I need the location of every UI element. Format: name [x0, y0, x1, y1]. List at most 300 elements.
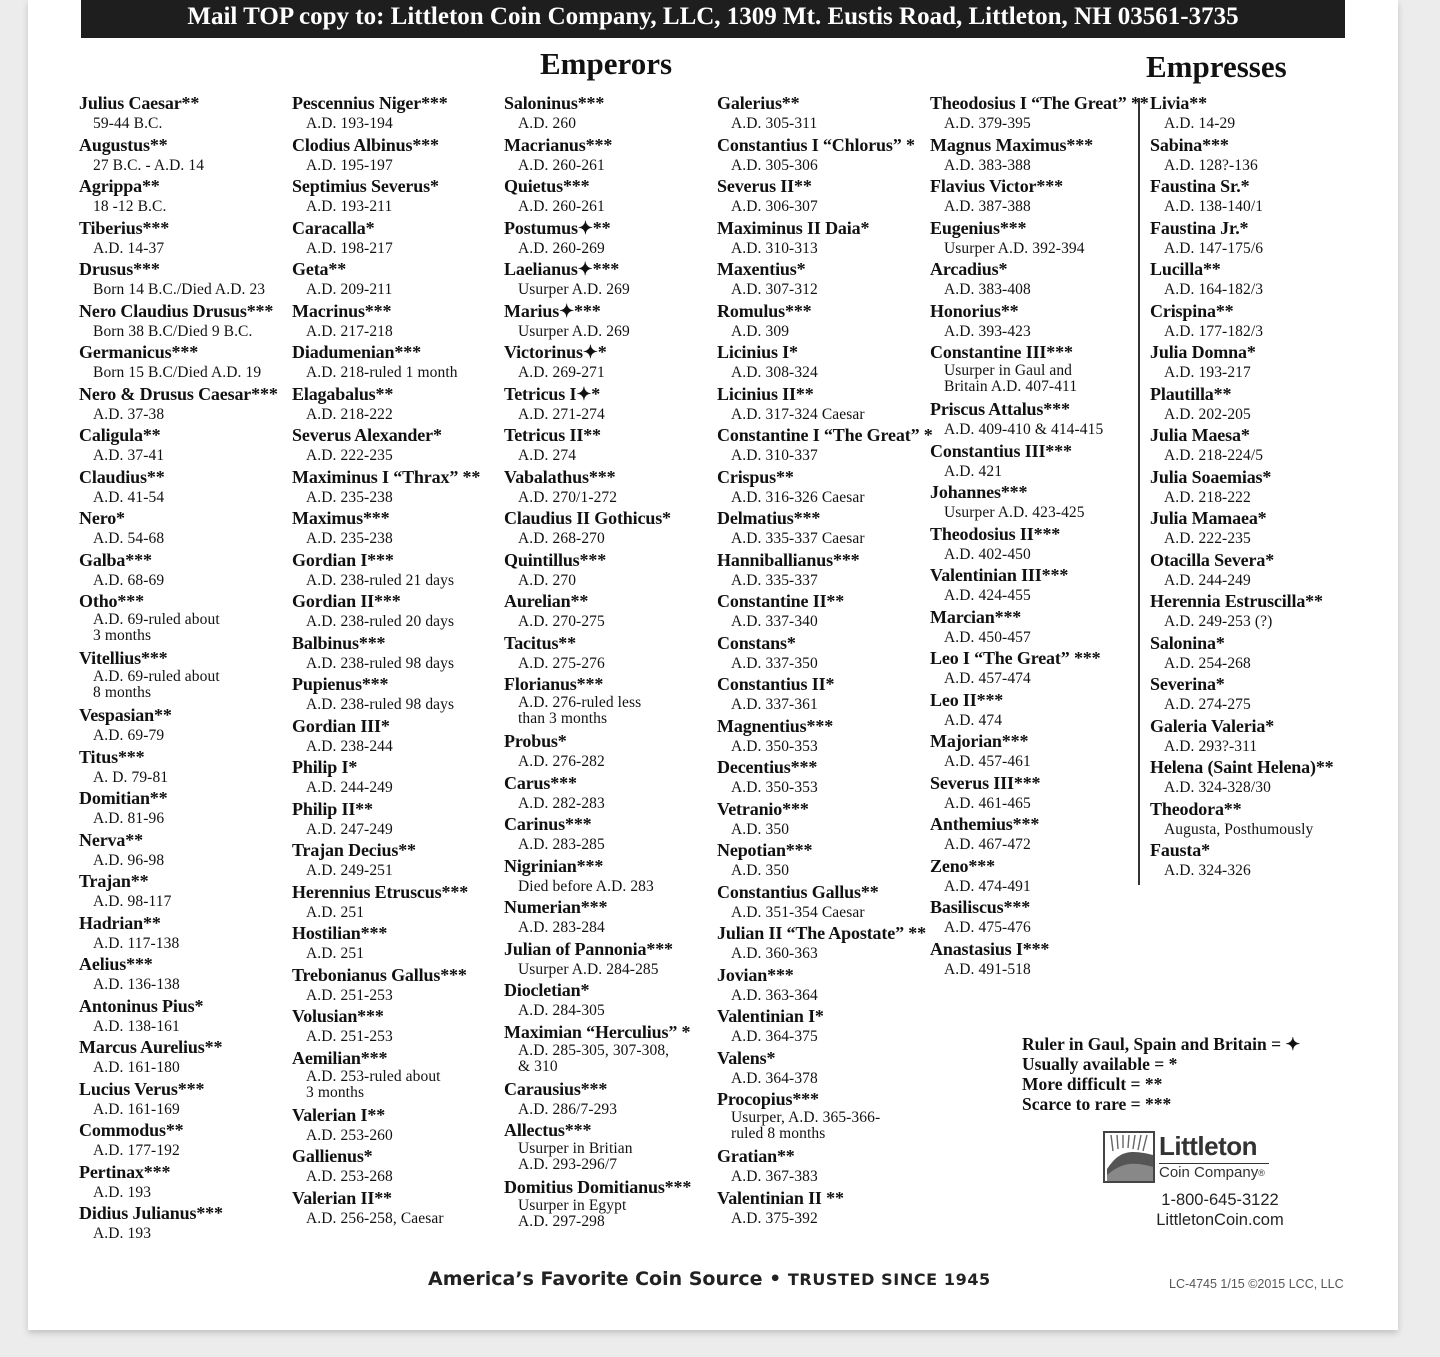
ruler-name: Constans*: [717, 632, 796, 653]
emperor-entry: [79, 342, 278, 384]
ruler-dates: A.D. 98-117: [93, 893, 172, 910]
ruler-name: Volusian***: [292, 1006, 384, 1026]
ruler-dates: A.D. 457-461: [944, 753, 1031, 770]
ruler-name: Nepotian***: [717, 840, 813, 860]
emperor-entry: [717, 674, 933, 716]
ruler-dates: A.D. 387-388: [944, 198, 1031, 215]
ruler-name: Tetricus II**: [504, 425, 601, 445]
ruler-dates: A.D. 350: [731, 820, 790, 838]
emperor-entry: [717, 342, 933, 384]
emperor-entry: [292, 1105, 480, 1147]
empress-entry: [1150, 508, 1334, 550]
ruler-dates: A.D. 367-383: [731, 1168, 818, 1185]
ruler-name: Carausius***: [504, 1078, 608, 1099]
ruler-dates: A.D. 475-476: [944, 919, 1031, 936]
emperor-entry: [79, 1079, 278, 1121]
ruler-name: Romulus***: [717, 300, 812, 321]
emperor-entry: [79, 1120, 278, 1162]
ruler-dates: A. D. 79-81: [93, 768, 169, 786]
emperor-entry: [930, 176, 1149, 218]
ruler-dates: A.D. 249-251: [306, 862, 393, 879]
ruler-dates: A.D. 335-337 Caesar: [731, 530, 865, 547]
ruler-name: Vabalathus***: [504, 466, 616, 487]
ruler-dates: A.D. 96-98: [93, 851, 165, 869]
ruler-dates: A.D. 69-ruled about 3 months: [93, 611, 220, 644]
ruler-dates: Usurper in Britian A.D. 293-296/7: [518, 1140, 633, 1173]
ruler-dates: A.D. 284-305: [518, 1002, 605, 1019]
ruler-name: Augustus**: [79, 134, 168, 155]
emperor-entry: [504, 176, 691, 218]
ruler-dates: A.D. 138-161: [93, 1017, 180, 1035]
ruler-name: Septimius Severus*: [292, 176, 439, 196]
ruler-name: Macrinus***: [292, 300, 392, 321]
emperor-entry: [504, 633, 691, 675]
emperor-entry: [504, 93, 691, 135]
ruler-dates: A.D. 68-69: [93, 571, 165, 589]
empress-entry: [1150, 218, 1334, 260]
ruler-name: Lucilla**: [1150, 259, 1221, 279]
ruler-dates: Augusta, Posthumously: [1164, 820, 1314, 838]
ruler-dates: Usurper, A.D. 365-366- ruled 8 months: [731, 1109, 881, 1142]
ruler-name: Florianus***: [504, 674, 604, 694]
ruler-name: Lucius Verus***: [79, 1078, 205, 1099]
ruler-name: Theodora**: [1150, 798, 1242, 819]
ruler-name: Balbinus***: [292, 632, 386, 653]
ruler-dates: A.D. 117-138: [93, 934, 180, 952]
rarity-legend: [1022, 1034, 1300, 1114]
ruler-name: Valentinian III***: [930, 565, 1069, 585]
ruler-dates: 27 B.C. - A.D. 14: [93, 156, 205, 174]
ruler-name: Julius Caesar**: [79, 93, 200, 113]
ruler-name: Basiliscus***: [930, 897, 1031, 917]
ruler-dates: A.D. 177-182/3: [1164, 322, 1264, 340]
ruler-name: Valerian I**: [292, 1104, 386, 1125]
emperors-heading: Emperors: [540, 46, 673, 81]
ruler-dates: A.D. 260-261: [518, 198, 605, 215]
ruler-name: Constantius I “Chlorus” *: [717, 134, 915, 155]
ruler-dates: A.D. 274: [518, 447, 577, 464]
emperor-entry: [79, 788, 278, 830]
ruler-dates: A.D. 209-211: [306, 281, 393, 298]
ruler-dates: A.D. 306-307: [731, 198, 818, 215]
emperor-entry: [292, 384, 480, 426]
ruler-name: Maximian “Herculius” *: [504, 1021, 691, 1042]
ruler-dates: A.D. 238-ruled 98 days: [306, 654, 455, 672]
ruler-name: Licinius I*: [717, 342, 798, 362]
emperor-entry: [504, 773, 691, 815]
emperor-entry: [717, 1006, 933, 1048]
ruler-name: Decentius***: [717, 757, 818, 777]
ruler-name: Antoninus Pius*: [79, 995, 204, 1016]
emperor-entry: [717, 301, 933, 343]
form-code: LC-4745 1/15 ©2015 LCC, LLC: [1169, 1277, 1344, 1291]
ruler-dates: A.D. 383-388: [944, 156, 1031, 174]
empress-entry: [1150, 674, 1334, 716]
ruler-dates: A.D. 244-249: [1164, 571, 1251, 589]
ruler-name: Quietus***: [504, 176, 590, 196]
ruler-dates: A.D. 14-37: [93, 239, 165, 257]
ruler-name: Allectus***: [504, 1120, 592, 1140]
legend-scarce-to-rare: Scarce to rare = ***: [1022, 1094, 1172, 1114]
website-link[interactable]: LittletonCoin.com: [1156, 1211, 1284, 1229]
emperor-entry: [292, 1006, 480, 1048]
emperor-entry: [292, 508, 480, 550]
ruler-name: Theodosius I “The Great” **: [930, 93, 1149, 113]
ruler-name: Julian of Pannonia***: [504, 938, 673, 959]
ruler-dates: A.D. 270/1-272: [518, 488, 618, 506]
emperor-entry: [930, 482, 1149, 524]
ruler-name: Diadumenian***: [292, 342, 421, 362]
ruler-name: Julia Domna*: [1150, 342, 1256, 362]
emperor-entry: [717, 799, 933, 841]
emperor-entry: [717, 259, 933, 301]
emperor-entry: [292, 633, 480, 675]
emperor-entry: [79, 954, 278, 996]
ruler-name: Galba***: [79, 549, 152, 570]
emperor-entry: [504, 218, 691, 260]
ruler-dates: A.D. 195-197: [306, 156, 393, 174]
ruler-name: Zeno***: [930, 855, 995, 876]
emperor-entry: [717, 1089, 933, 1146]
ruler-name: Trajan**: [79, 871, 149, 891]
emperor-entry: [504, 384, 691, 426]
emperor-entry: [504, 467, 691, 509]
emperor-entry: [930, 441, 1149, 483]
ruler-name: Priscus Attalus***: [930, 399, 1070, 419]
emperor-entry: [292, 218, 480, 260]
emperor-column-2: [292, 93, 480, 1229]
emperor-entry: [292, 259, 480, 301]
emperor-entry: [292, 840, 480, 882]
emperor-entry: [292, 965, 480, 1007]
emperor-entry: [292, 674, 480, 716]
empress-entry: [1150, 716, 1334, 758]
emperor-entry: [292, 1188, 480, 1230]
ruler-name: Anastasius I***: [930, 938, 1050, 959]
ruler-dates: A.D. 193-211: [306, 198, 393, 215]
ruler-name: Delmatius***: [717, 508, 821, 528]
ruler-dates: A.D. 268-270: [518, 530, 605, 547]
emperor-column-3: [504, 93, 691, 1234]
ruler-name: Plautilla**: [1150, 383, 1232, 404]
ruler-dates: A.D. 222-235: [306, 447, 393, 464]
ruler-name: Constantine I “The Great” *: [717, 425, 933, 445]
ruler-dates: A.D. 293?-311: [1164, 737, 1258, 755]
ruler-name: Faustina Sr.*: [1150, 176, 1250, 196]
emperor-entry: [504, 259, 691, 301]
ruler-dates: A.D. 337-361: [731, 696, 818, 713]
ruler-name: Macrianus***: [504, 134, 613, 155]
ruler-dates: A.D. 238-ruled 98 days: [306, 696, 455, 713]
ruler-name: Aurelian**: [504, 591, 589, 611]
ruler-dates: A.D. 360-363: [731, 945, 818, 962]
emperor-entry: [930, 399, 1149, 441]
emperor-entry: [504, 1022, 691, 1079]
emperor-entry: [79, 648, 278, 705]
ruler-dates: A.D. 193: [93, 1225, 152, 1242]
ruler-name: Titus***: [79, 746, 145, 767]
emperor-entry: [292, 93, 480, 135]
ruler-name: Hostilian***: [292, 923, 388, 943]
column-divider: [1138, 98, 1140, 885]
ruler-dates: A.D. 253-260: [306, 1126, 393, 1144]
emperor-entry: [717, 965, 933, 1007]
ruler-name: Postumus✦**: [504, 217, 611, 238]
emperor-entry: [717, 882, 933, 924]
emperor-entry: [504, 508, 691, 550]
ruler-name: Pupienus***: [292, 674, 389, 694]
ruler-dates: A.D. 202-205: [1164, 405, 1251, 423]
ruler-name: Magnus Maximus***: [930, 134, 1093, 155]
ruler-dates: Usurper in Gaul and Britain A.D. 407-411: [944, 362, 1078, 395]
ruler-dates: A.D. 136-138: [93, 976, 180, 993]
ruler-name: Marcus Aurelius**: [79, 1037, 223, 1057]
ruler-name: Constantine III***: [930, 342, 1073, 362]
emperor-entry: [717, 176, 933, 218]
emperor-entry: [717, 1048, 933, 1090]
empress-entry: [1150, 259, 1334, 301]
emperor-entry: [79, 467, 278, 509]
ruler-name: Aemilian***: [292, 1047, 388, 1068]
ruler-dates: Born 14 B.C./Died A.D. 23: [93, 281, 266, 298]
ruler-dates: A.D. 324-326: [1164, 862, 1251, 879]
ruler-name: Marcian***: [930, 606, 1022, 627]
ruler-name: Herennius Etruscus***: [292, 881, 469, 902]
empress-entry: [1150, 550, 1334, 592]
emperor-entry: [79, 176, 278, 218]
ruler-dates: A.D. 307-312: [731, 281, 818, 298]
ruler-name: Julia Maesa*: [1150, 425, 1250, 445]
ruler-name: Philip II**: [292, 798, 373, 819]
ruler-dates: Usurper A.D. 284-285: [518, 960, 659, 978]
ruler-dates: A.D. 467-472: [944, 836, 1031, 853]
ruler-dates: 18 -12 B.C.: [93, 198, 167, 215]
ruler-dates: A.D. 244-249: [306, 779, 393, 796]
emperor-entry: [504, 1079, 691, 1121]
empress-entry: [1150, 757, 1334, 799]
ruler-name: Theodosius II***: [930, 523, 1061, 544]
emperor-entry: [504, 135, 691, 177]
mail-to-banner: Mail TOP copy to: Littleton Coin Company, LLC, 1309 Mt. Eustis Road, Littleton, NH 03561-3735: [81, 0, 1345, 38]
ruler-dates: A.D. 350: [731, 862, 790, 879]
ruler-name: Probus*: [504, 731, 567, 751]
ruler-name: Procopius***: [717, 1089, 819, 1109]
ruler-name: Diocletian*: [504, 980, 590, 1000]
emperor-entry: [504, 301, 691, 343]
ruler-dates: A.D. 254-268: [1164, 654, 1251, 672]
ruler-name: Arcadius*: [930, 259, 1008, 279]
ruler-name: Majorian***: [930, 731, 1029, 751]
ruler-dates: Usurper in Egypt A.D. 297-298: [518, 1197, 627, 1230]
emperor-entry: [930, 565, 1149, 607]
emperor-entry: [930, 690, 1149, 732]
ruler-name: Julia Mamaea*: [1150, 508, 1267, 528]
emperor-entry: [504, 939, 691, 981]
ruler-dates: Usurper A.D. 423-425: [944, 504, 1085, 521]
ruler-dates: A.D. 305-311: [731, 115, 818, 132]
ruler-name: Julia Soaemias*: [1150, 466, 1272, 487]
emperor-entry: [79, 550, 278, 592]
ruler-dates: A.D. 337-340: [731, 613, 818, 630]
ruler-name: Geta**: [292, 259, 347, 279]
logo-subtitle: Coin Company®: [1159, 1163, 1269, 1182]
emperor-entry: [504, 342, 691, 384]
ruler-dates: A.D. 283-284: [518, 919, 605, 936]
ruler-name: Philip I*: [292, 757, 358, 777]
ruler-dates: A.D. 457-474: [944, 670, 1031, 687]
ruler-dates: A.D. 309: [731, 322, 790, 340]
ruler-dates: A.D. 474: [944, 711, 1003, 729]
ruler-dates: A.D. 350-353: [731, 737, 818, 755]
ruler-dates: A.D. 461-465: [944, 794, 1031, 812]
ruler-dates: A.D. 218-222: [1164, 488, 1251, 506]
emperor-entry: [930, 524, 1149, 566]
ruler-dates: A.D. 276-ruled less than 3 months: [518, 694, 642, 727]
ruler-dates: A.D. 270: [518, 571, 577, 589]
emperor-entry: [504, 425, 691, 467]
ruler-dates: A.D. 193-217: [1164, 364, 1251, 381]
ruler-dates: A.D. 383-408: [944, 281, 1031, 298]
empress-entry: [1150, 840, 1334, 882]
ruler-dates: A.D. 238-244: [306, 737, 393, 755]
emperor-entry: [930, 773, 1149, 815]
emperor-entry: [292, 467, 480, 509]
emperor-entry: [930, 731, 1149, 773]
ruler-dates: A.D. 161-180: [93, 1059, 180, 1076]
emperor-entry: [292, 882, 480, 924]
ruler-name: Claudius**: [79, 466, 165, 487]
ruler-name: Constantius II*: [717, 674, 835, 694]
ruler-dates: A.D. 491-518: [944, 960, 1031, 978]
ruler-name: Magnentius***: [717, 715, 834, 736]
emperor-entry: [79, 830, 278, 872]
ruler-dates: A.D. 251-253: [306, 1028, 393, 1045]
emperor-entry: [292, 716, 480, 758]
ruler-dates: A.D. 222-235: [1164, 530, 1251, 547]
ruler-name: Clodius Albinus***: [292, 134, 439, 155]
ruler-dates: A.D. 138-140/1: [1164, 198, 1264, 215]
ruler-dates: A.D. 238-ruled 21 days: [306, 571, 455, 589]
ruler-name: Vespasian**: [79, 705, 172, 725]
ruler-dates: A.D. 308-324: [731, 364, 818, 381]
emperor-entry: [79, 259, 278, 301]
ruler-dates: A.D. 253-268: [306, 1168, 393, 1185]
emperor-column-5: [930, 93, 1149, 980]
emperor-entry: [717, 1146, 933, 1188]
ruler-name: Vitellius***: [79, 648, 168, 668]
ruler-name: Trebonianus Gallus***: [292, 964, 467, 985]
emperor-entry: [504, 550, 691, 592]
ruler-name: Domitius Domitianus***: [504, 1177, 692, 1197]
ruler-dates: A.D. 275-276: [518, 654, 605, 672]
ruler-name: Severus III***: [930, 772, 1041, 793]
emperor-entry: [292, 342, 480, 384]
ruler-dates: A.D. 424-455: [944, 587, 1031, 604]
emperor-entry: [79, 591, 278, 648]
emperor-entry: [930, 648, 1149, 690]
emperor-entry: [79, 1203, 278, 1245]
empress-entry: [1150, 633, 1334, 675]
ruler-dates: A.D. 324-328/30: [1164, 779, 1271, 796]
emperor-entry: [292, 923, 480, 965]
ruler-name: Maximinus II Daia*: [717, 217, 870, 238]
ruler-name: Vetranio***: [717, 798, 809, 819]
ruler-name: Constantine II**: [717, 591, 845, 611]
tagline-trusted: TRUSTED SINCE 1945: [787, 1270, 991, 1289]
ruler-dates: A.D. 337-350: [731, 654, 818, 672]
ruler-dates: A.D. 409-410 & 414-415: [944, 421, 1104, 438]
ruler-name: Hadrian**: [79, 912, 161, 933]
ruler-name: Numerian***: [504, 897, 608, 917]
empresses-heading: Empresses: [1146, 49, 1287, 84]
emperor-entry: [292, 799, 480, 841]
emperor-entry: [79, 301, 278, 343]
ruler-name: Valerian II**: [292, 1187, 392, 1208]
emperor-entry: [930, 939, 1149, 981]
ruler-dates: A.D. 251: [306, 945, 365, 962]
ruler-dates: A.D. 161-169: [93, 1100, 180, 1118]
emperor-entry: [717, 840, 933, 882]
empress-entry: [1150, 467, 1334, 509]
emperor-entry: [292, 1048, 480, 1105]
ruler-name: Maxentius*: [717, 259, 806, 279]
ruler-name: Anthemius***: [930, 814, 1040, 834]
ruler-dates: A.D. 450-457: [944, 628, 1031, 646]
ruler-name: Eugenius***: [930, 217, 1027, 238]
ruler-name: Helena (Saint Helena)**: [1150, 757, 1334, 777]
ruler-name: Quintillus***: [504, 549, 607, 570]
emperor-entry: [717, 425, 933, 467]
ruler-name: Tiberius***: [79, 217, 170, 238]
ruler-dates: A.D. 421: [944, 462, 1003, 480]
ruler-name: Otho***: [79, 591, 144, 611]
emperor-entry: [292, 757, 480, 799]
ruler-name: Severina*: [1150, 674, 1225, 694]
ruler-name: Nero*: [79, 508, 125, 528]
ruler-name: Fausta*: [1150, 840, 1210, 860]
ruler-dates: 59-44 B.C.: [93, 115, 163, 132]
ruler-dates: Died before A.D. 283: [518, 877, 654, 895]
ruler-name: Jovian***: [717, 964, 794, 985]
ruler-dates: A.D. 350-353: [731, 779, 818, 796]
legend-more-difficult: More difficult = **: [1022, 1074, 1163, 1094]
ruler-name: Constantius Gallus**: [717, 881, 879, 902]
ruler-dates: A.D. 251-253: [306, 986, 393, 1004]
ruler-dates: A.D. 379-395: [944, 115, 1031, 132]
emperor-entry: [930, 897, 1149, 939]
ruler-dates: A.D. 256-258, Caesar: [306, 1209, 444, 1227]
ruler-dates: A.D. 310-313: [731, 239, 818, 257]
ruler-name: Crispina**: [1150, 300, 1234, 321]
empress-entry: [1150, 384, 1334, 426]
empress-entry: [1150, 93, 1334, 135]
logo-wordmark: Littleton: [1159, 1131, 1258, 1161]
ruler-dates: A.D. 253-ruled about 3 months: [306, 1067, 441, 1101]
ruler-name: Leo II***: [930, 689, 1004, 710]
ruler-name: Johannes***: [930, 482, 1028, 502]
ruler-name: Nerva**: [79, 829, 143, 850]
emperor-entry: [292, 550, 480, 592]
ruler-dates: A.D. 41-54: [93, 488, 165, 506]
ruler-name: Licinius II**: [717, 383, 814, 404]
emperor-entry: [504, 731, 691, 773]
ruler-name: Caracalla*: [292, 217, 375, 238]
ruler-dates: Usurper A.D. 392-394: [944, 239, 1085, 257]
emperor-entry: [79, 996, 278, 1038]
ruler-dates: A.D. 269-271: [518, 364, 605, 381]
emperor-entry: [292, 176, 480, 218]
ruler-dates: A.D. 375-392: [731, 1209, 818, 1227]
